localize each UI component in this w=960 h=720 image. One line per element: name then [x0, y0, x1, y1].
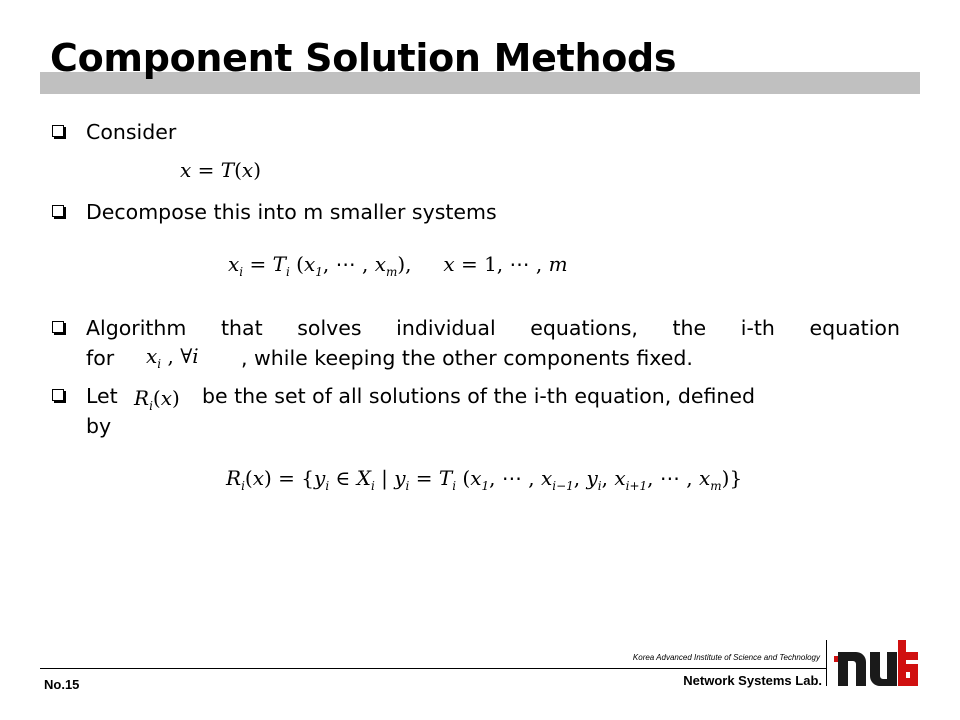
checkbox-bullet-icon: [52, 321, 64, 333]
algorithm-word: equations,: [530, 316, 638, 340]
footer-vertical-divider: [826, 640, 827, 686]
institute-name: Korea Advanced Institute of Science and Technology: [632, 653, 820, 662]
algorithm-word: equation: [809, 316, 900, 340]
algorithm-word: that: [221, 316, 263, 340]
checkbox-bullet-icon: [52, 205, 64, 217]
slide-title: Component Solution Methods: [50, 36, 677, 80]
algorithm-word: solves: [297, 316, 362, 340]
inline-math-xi-forall: $x_i$ , ∀i: [146, 344, 199, 371]
checkbox-bullet-icon: [52, 125, 64, 137]
equation-fixed-point: x = T(x): [180, 158, 262, 182]
footer-divider: [40, 668, 826, 669]
equation-solution-set: $R_i(x) = \{y_i$ ∈ $X_i$ | $y_i = T_i$ ($x_1$, ⋯ , $x_{i-1}$, $y_i$, $x_{i+1}$, ⋯ , $x_m$)}: [226, 466, 743, 493]
checkbox-bullet-icon: [52, 389, 64, 401]
algorithm-word: the: [672, 316, 707, 340]
inline-math-ri: $R_i(x)$: [134, 386, 180, 413]
logo-dark-shapes: [838, 652, 897, 686]
lab-name: Network Systems Lab.: [683, 673, 822, 688]
bullet-let-prefix: Let: [86, 384, 118, 408]
bullet-algorithm-line1: [86, 312, 900, 344]
bullet-let-line2-text: by: [86, 414, 112, 438]
algorithm-word: individual: [396, 316, 496, 340]
bullet-let-suffix: be the set of all solutions of the i-th equation, defined: [202, 384, 755, 408]
algorithm-word: i-th: [740, 316, 775, 340]
bullet-algorithm-suffix: , while keeping the other components fixed.: [241, 346, 693, 370]
bullet-decompose-text: Decompose this into m smaller systems: [86, 200, 497, 224]
bullet-consider-text: Consider: [86, 120, 177, 144]
page-number: No.15: [44, 677, 80, 692]
bullet-algorithm-prefix: for: [86, 346, 115, 370]
nss-lab-logo: [834, 634, 920, 692]
algorithm-word: Algorithm: [86, 316, 187, 340]
equation-decomposed-systems: $x_i = T_i$ ($x_1$, ⋯ , $x_m$), x = 1, ⋯ , m: [228, 252, 568, 279]
